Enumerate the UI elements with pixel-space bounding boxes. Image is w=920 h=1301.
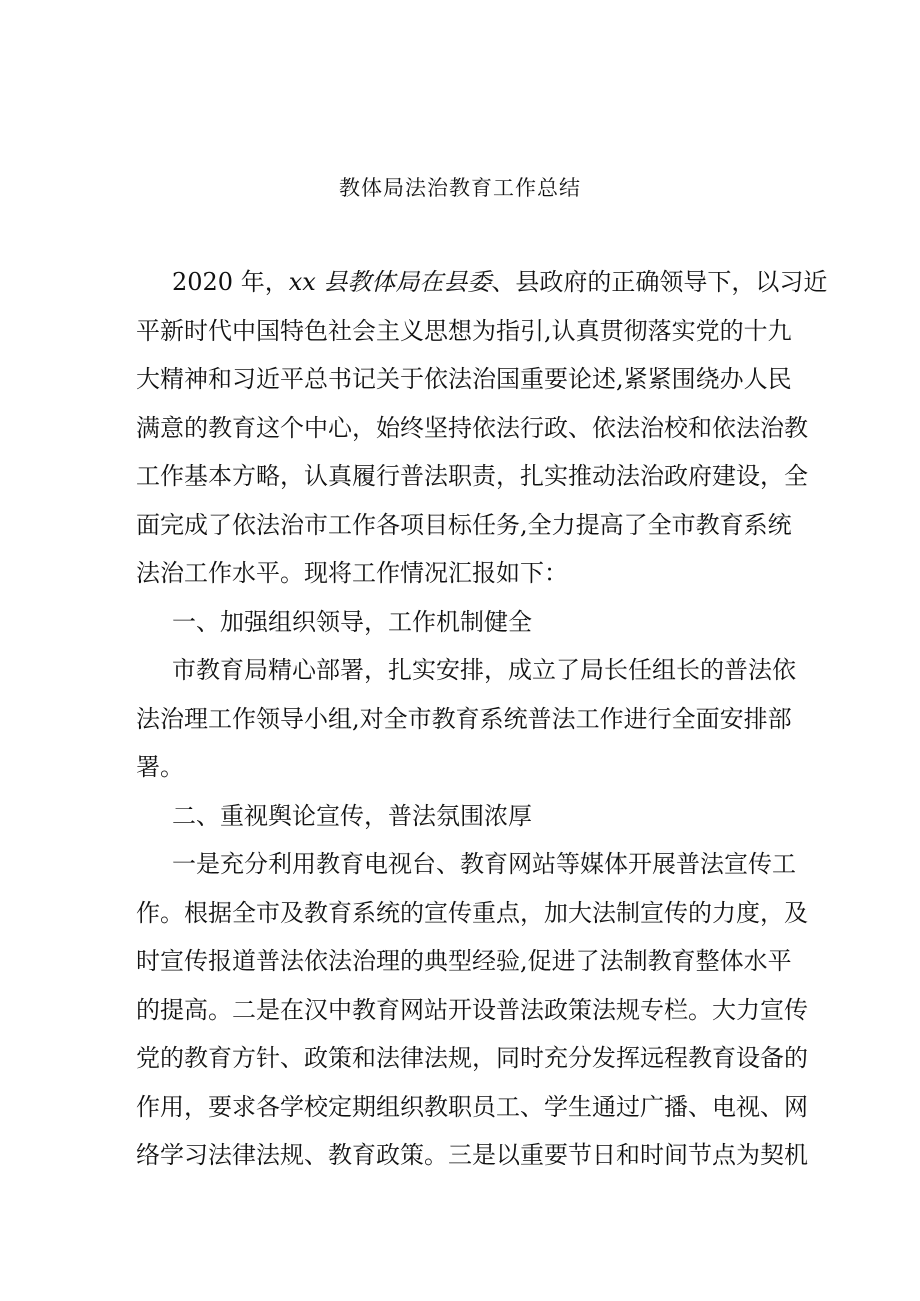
paragraph-2-line-3: 署。 bbox=[136, 753, 184, 781]
italic-county-text: xx 县教体局在县委 bbox=[288, 268, 492, 296]
section-heading-1: 一、加强组织领导，工作机制健全 bbox=[172, 607, 532, 636]
paragraph-1-line-1 bbox=[136, 258, 828, 307]
paragraph-3-line-1: 一是充分利用教育电视台、教育网站等媒体开展普法宣传工 bbox=[172, 850, 796, 878]
paragraph-3-line-4: 的提高。二是在汉中教育网站开设普法政策法规专栏。大力宣传 bbox=[136, 995, 808, 1024]
year-text: 2020 年， bbox=[172, 268, 289, 296]
paragraph-2-line-2: 法治理工作领导小组,对全市教育系统普法工作进行全面安排部 bbox=[136, 704, 792, 733]
paragraph-2-line-1: 市教育局精心部署，扎实安排，成立了局长任组长的普法依 bbox=[172, 656, 796, 684]
document-title: 教体局法治教育工作总结 bbox=[339, 176, 581, 200]
paragraph-3-line-7: 络学习法律法规、教育政策。三是以重要节日和时间节点为契机 bbox=[136, 1141, 808, 1169]
paragraph-1-line-6: 面完成了依法治市工作各项目标任务,全力提高了全市教育系统 bbox=[136, 510, 792, 539]
paragraph-1-line-2: 平新时代中国特色社会主义思想为指引,认真贯彻落实党的十九 bbox=[136, 316, 792, 345]
paragraph-1-line-5: 工作基本方略，认真履行普法职责，扎实推动法治政府建设，全 bbox=[136, 462, 808, 490]
section-heading-2: 二、重视舆论宣传，普法氛围浓厚 bbox=[172, 801, 532, 830]
paragraph-3-line-2: 作。根据全市及教育系统的宣传重点，加大法制宣传的力度，及 bbox=[136, 898, 808, 927]
paragraph-1-line-4: 满意的教育这个中心，始终坚持依法行政、依法治校和依法治教 bbox=[136, 413, 808, 442]
paragraph-3-line-5: 党的教育方针、政策和法律法规，同时充分发挥远程教育设备的 bbox=[136, 1044, 808, 1072]
document-body bbox=[136, 258, 828, 1180]
paragraph-3-line-6: 作用，要求各学校定期组织教职员工、学生通过广播、电视、网 bbox=[136, 1092, 808, 1121]
paragraph-3-line-3: 时宣传报道普法依法治理的典型经验,促进了法制教育整体水平 bbox=[136, 947, 792, 975]
paragraph-1-line-3: 大精神和习近平总书记关于依法治国重要论述,紧紧围绕办人民 bbox=[136, 365, 792, 393]
line-text: 、县政府的正确领导下，以习近 bbox=[491, 268, 828, 296]
paragraph-1-line-7: 法治工作水平。现将工作情况汇报如下： bbox=[136, 559, 568, 587]
